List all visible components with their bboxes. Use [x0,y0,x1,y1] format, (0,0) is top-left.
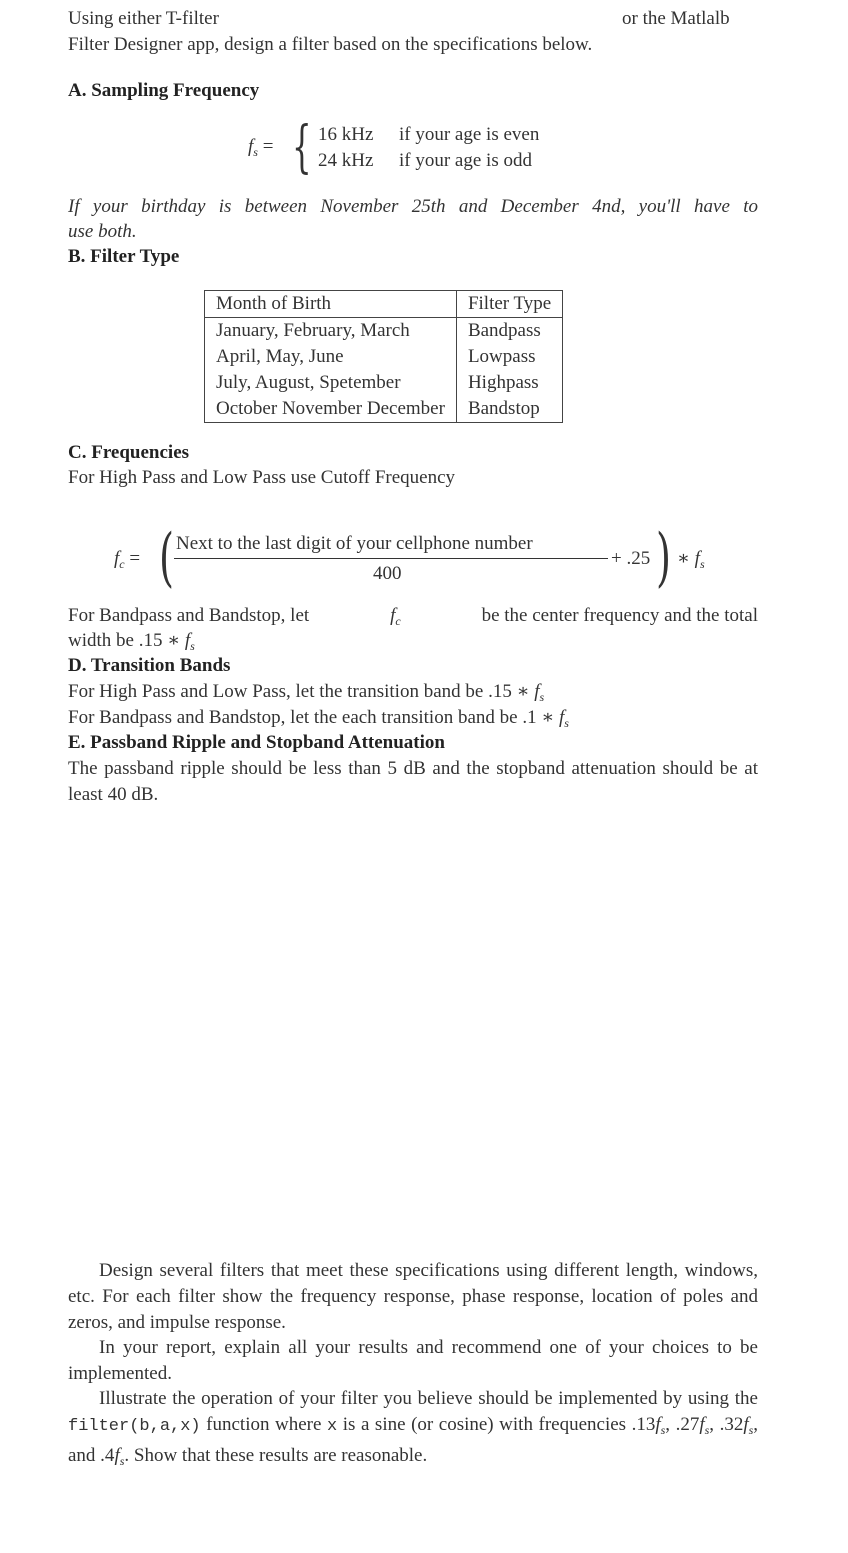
transition-line1: For High Pass and Low Pass, let the transition band be .15 ∗ $f_s$ [68,681,545,704]
left-brace-icon: { [292,115,312,180]
intro-line1-left: Using either T-filter [68,8,219,29]
fs-lhs: $f_s$ = [248,136,274,159]
bandpass-line2: width be .15 ∗ $f_s$ [68,630,195,653]
code-x: x [327,1417,338,1436]
table-cell: Lowpass [456,344,562,370]
table-cell: July, August, Spetember [205,370,457,396]
section-c-heading: C. Frequencies [68,442,190,463]
design-paragraph-3: Illustrate the operation of your filter you believe should be implemented by using the filter(b,a,x) function where x is a sine (or cosine) with frequencies $.13f_s$, $.27f_s$, $.32f_s$, and $.4f_s$. Show that these results are reasonable. [68,1388,759,1468]
table-cell: January, February, March [205,318,457,345]
case1-value: 16 kHz [318,124,374,145]
bandpass-line1: For Bandpass and Bandstop, let $f_c$ be the center frequency and the total [68,605,758,628]
filter-type-table [204,290,563,423]
plus-term: + .25 [611,548,651,569]
table-cell: October November December [205,396,457,423]
table-row [205,396,563,423]
intro-line1-right: or the Matlalb [622,8,730,29]
cutoff-line: For High Pass and Low Pass use Cutoff Frequency [68,467,456,488]
birthday-note-line1: If your birthday is between November 25th and December 4nd, you'll have to [68,196,758,217]
left-paren-icon: ( [159,521,174,595]
header-filter: Filter Type [456,291,562,318]
section-d-heading: D. Transition Bands [68,655,231,676]
section-b-heading: B. Filter Type [68,246,180,267]
table-cell: April, May, June [205,344,457,370]
design-paragraph-2: In your report, explain all your results and recommend one of your choices to be implemented. [68,1337,758,1384]
table-row [205,344,563,370]
numerator: Next to the last digit of your cellphone number [176,533,533,554]
section-a-heading: A. Sampling Frequency [68,80,260,101]
case2-value: 24 kHz [318,150,374,171]
intro-line2: Filter Designer app, design a filter based on the specifications below. [68,34,593,55]
design-paragraph-1: Design several filters that meet these specifications using different length, windows, etc. For each filter show the frequency response, phase response, location of poles and zeros, and impulse response. [68,1260,758,1333]
table-cell: Bandpass [456,318,562,345]
table-row [205,318,563,345]
case2-condition: if your age is odd [399,150,532,171]
header-month: Month of Birth [205,291,457,318]
code-filter: filter(b,a,x) [68,1417,201,1436]
fraction-bar [174,558,608,559]
table-header-row [205,291,563,318]
transition-line2: For Bandpass and Bandstop, let the each transition band be .1 ∗ $f_s$ [68,707,569,730]
case1-condition: if your age is even [399,124,540,145]
right-paren-icon: ) [656,521,671,595]
table-row [205,370,563,396]
table-cell: Highpass [456,370,562,396]
birthday-note-line2: use both. [68,221,137,242]
section-e-heading: E. Passband Ripple and Stopband Attenuation [68,732,445,753]
ripple-paragraph: The passband ripple should be less than 5 dB and the stopband attenuation should be at least 40 dB. [68,758,758,805]
times-fs: ∗ $f_s$ [677,548,705,571]
fc-lhs: $f_c$ = [114,548,141,571]
table-cell: Bandstop [456,396,562,423]
denominator: 400 [373,563,402,584]
